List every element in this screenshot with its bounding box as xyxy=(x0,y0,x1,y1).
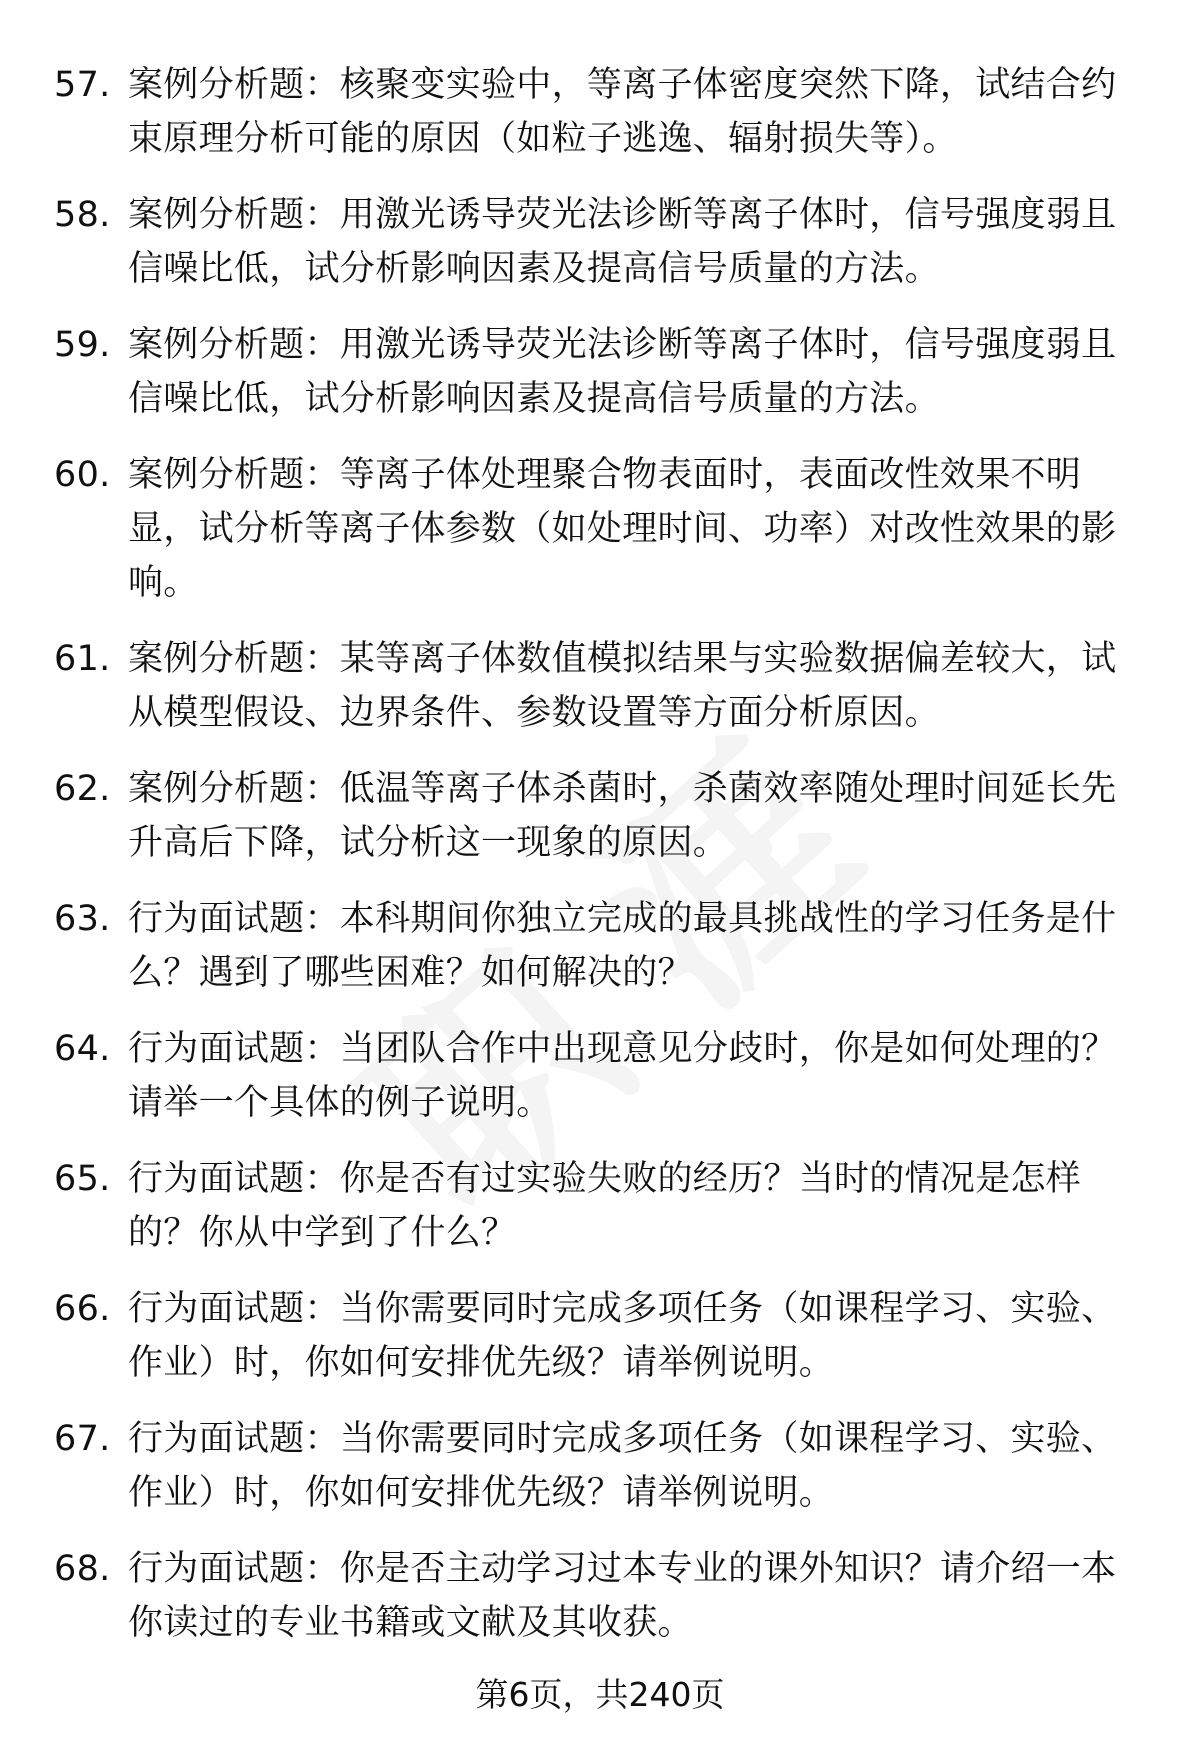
question-number: 64. xyxy=(54,1029,111,1069)
question-text: 行为面试题：你是否有过实验失败的经历？当时的情况是怎样的？你从中学到了什么？ xyxy=(128,1159,1082,1253)
question-item xyxy=(0,188,1200,296)
question-item xyxy=(0,762,1200,870)
question-item xyxy=(0,1152,1200,1260)
question-number: 67. xyxy=(54,1419,111,1459)
question-text: 案例分析题：用激光诱导荧光法诊断等离子体时，信号强度弱且信噪比低，试分析影响因素及提高信号质量的方法。 xyxy=(128,325,1117,419)
question-text: 案例分析题：等离子体处理聚合物表面时，表面改性效果不明显，试分析等离子体参数（如处理时间、功率）对改性效果的影响。 xyxy=(128,455,1117,603)
question-item xyxy=(0,892,1200,1000)
question-number: 61. xyxy=(54,639,111,679)
question-text: 行为面试题：你是否主动学习过本专业的课外知识？请介绍一本你读过的专业书籍或文献及其收获。 xyxy=(128,1549,1117,1643)
question-item xyxy=(0,1542,1200,1650)
question-text: 行为面试题：当你需要同时完成多项任务（如课程学习、实验、作业）时，你如何安排优先级？请举例说明。 xyxy=(128,1289,1117,1383)
question-item xyxy=(0,1282,1200,1390)
question-text: 案例分析题：核聚变实验中，等离子体密度突然下降，试结合约束原理分析可能的原因（如粒子逃逸、辐射损失等）。 xyxy=(128,65,1117,159)
question-item xyxy=(0,632,1200,740)
question-item xyxy=(0,1022,1200,1130)
question-text: 案例分析题：低温等离子体杀菌时，杀菌效率随处理时间延长先升高后下降，试分析这一现象的原因。 xyxy=(128,769,1117,863)
question-list xyxy=(0,58,1200,1672)
question-number: 63. xyxy=(54,899,111,939)
question-number: 59. xyxy=(54,325,111,365)
question-number: 60. xyxy=(54,455,111,495)
question-text: 行为面试题：本科期间你独立完成的最具挑战性的学习任务是什么？遇到了哪些困难？如何解决的？ xyxy=(128,899,1117,993)
question-text: 行为面试题：当团队合作中出现意见分歧时，你是如何处理的？请举一个具体的例子说明。 xyxy=(128,1029,1117,1123)
question-number: 58. xyxy=(54,195,111,235)
page-number-footer: 第6页，共240页 xyxy=(475,1675,725,1714)
question-text: 案例分析题：用激光诱导荧光法诊断等离子体时，信号强度弱且信噪比低，试分析影响因素及提高信号质量的方法。 xyxy=(128,195,1117,289)
question-number: 68. xyxy=(54,1549,111,1589)
question-item xyxy=(0,1412,1200,1520)
question-number: 62. xyxy=(54,769,111,809)
question-item xyxy=(0,58,1200,166)
question-text: 案例分析题：某等离子体数值模拟结果与实验数据偏差较大，试从模型假设、边界条件、参数设置等方面分析原因。 xyxy=(128,639,1117,733)
question-number: 65. xyxy=(54,1159,111,1199)
question-number: 66. xyxy=(54,1289,111,1329)
question-item xyxy=(0,448,1200,610)
question-item xyxy=(0,318,1200,426)
question-number: 57. xyxy=(54,65,111,105)
question-text: 行为面试题：当你需要同时完成多项任务（如课程学习、实验、作业）时，你如何安排优先级？请举例说明。 xyxy=(128,1419,1117,1513)
